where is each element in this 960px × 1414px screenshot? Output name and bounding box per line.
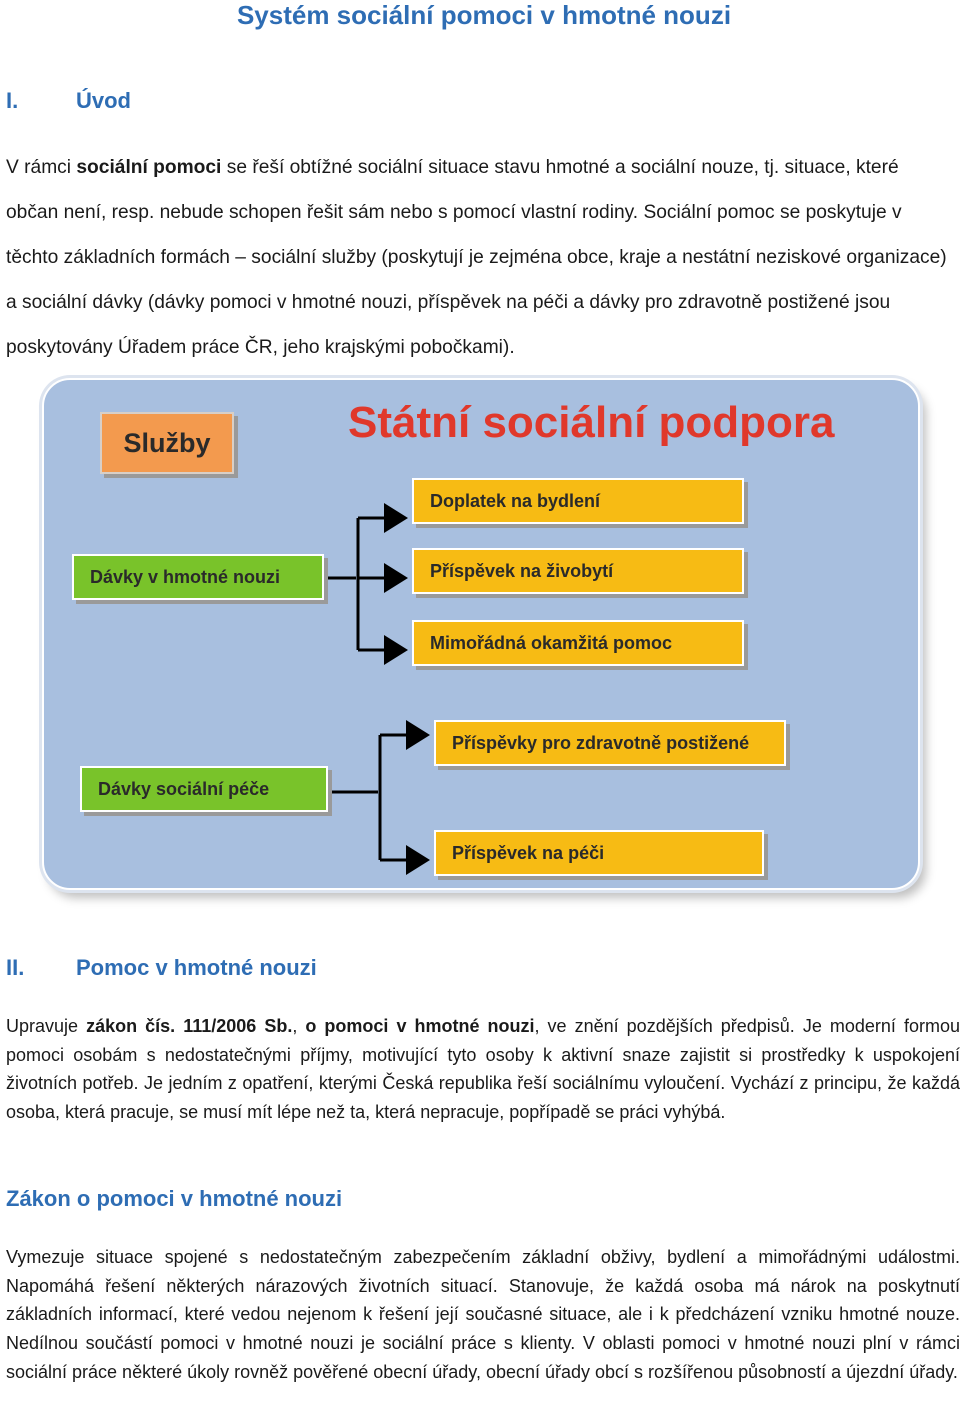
- section-3-paragraph: Vymezuje situace spojené s nedostatečným zabezpečením základní obživy, bydlení a mimořádnými událostmi. Napomáhá řešení některých nárazových životních situací. Stanovuje, že každá osoba má nárok na poskytnutí základních informací, které vedou nejenom k řešení její současné situace, ale i k předcházení vzniku hmotné nouze. Nedílnou součástí pomoci v hmotné nouzi je sociální práce s klienty. V oblasti pomoci v hmotné nouzi plní v rámci sociální práce některé úkoly rovněž pověřené obecní úřady, obecní úřady obcí s rozšířenou působností a újezdní úřady.: [6, 1247, 960, 1382]
- mimoradna-label: Mimořádná okamžitá pomoc: [430, 632, 673, 653]
- section-1-number: I.: [6, 88, 19, 113]
- prispevek-pece-label: Příspěvek na péči: [452, 842, 605, 863]
- connector-socialni: [330, 735, 424, 860]
- intro-text-a: V rámci: [6, 157, 77, 178]
- intro-text-bold: sociální pomoci: [76, 157, 222, 178]
- davky-hmotne-label: Dávky v hmotné nouzi: [90, 566, 281, 587]
- sluzby-box: [100, 412, 234, 474]
- connector-hmotne: [326, 518, 402, 650]
- davky-socialni-box: [80, 766, 328, 812]
- intro-text-c: se řeší obtížné sociální situace stavu hmotné a sociální nouze, tj. situace, které občan není, resp. nebude schopen řešit sám nebo s pomocí vlastní rodiny. Sociální pomoc se poskytuje v těchto základních formách – sociální služby (poskytují je zejména obce, kraje a nestátní neziskové organizace) a sociální dávky (dávky pomoci v hmotné nouzi, příspěvek na péči a dávky pro zdravotně postižené jsou poskytovány Úřadem práce ČR, jeho krajskými pobočkami).: [6, 157, 947, 358]
- s2-law-number: zákon čís. 111/2006 Sb.: [86, 1016, 293, 1036]
- prispevek-zivobyti-box: [412, 548, 744, 594]
- doplatek-label: Doplatek na bydlení: [430, 490, 601, 511]
- s2-text-c: ,: [292, 1016, 306, 1036]
- mimoradna-box: [412, 620, 744, 666]
- davky-hmotne-box: [72, 554, 324, 600]
- prispevky-zp-label: Příspěvky pro zdravotně postižené: [452, 732, 750, 753]
- s2-text-a: Upravuje: [6, 1016, 87, 1036]
- section-2-paragraph: [6, 1012, 960, 1126]
- davky-socialni-label: Dávky sociální péče: [98, 778, 270, 799]
- section-2-heading: [6, 955, 506, 985]
- s2-law-name: o pomoci v hmotné nouzi: [305, 1016, 535, 1036]
- section-1-title: Úvod: [76, 88, 131, 113]
- prispevek-zivobyti-label: Příspěvek na živobytí: [430, 560, 614, 581]
- statni-podpora-title: Státní sociální podpora: [348, 398, 835, 447]
- section-2-number: II.: [6, 955, 25, 980]
- prispevek-pece-box: [434, 830, 764, 876]
- section-2-title: Pomoc v hmotné nouzi: [76, 955, 317, 980]
- s2-text-e: , ve znění pozdějších předpisů. Je moderní formou pomoci osobám s nedostatečnými příjmy, motivující tyto osoby k aktivní snaze zajistit si prostředky k uspokojení životních potřeb. Je jedním z opatření, kterými Česká republika řeší sociálnímu vyloučení. Vychází z principu, že každá osoba, která pracuje, se musí mít lépe než ta, která nepracuje, popřípadě se práci vyhýbá.: [6, 1016, 960, 1122]
- sluzby-label: Služby: [123, 427, 211, 458]
- doplatek-box: [412, 478, 744, 524]
- section-3-heading: Zákon o pomoci v hmotné nouzi: [6, 1186, 343, 1211]
- prispevky-zp-box: [434, 720, 786, 766]
- page-title: Systém sociální pomoci v hmotné nouzi: [236, 0, 732, 30]
